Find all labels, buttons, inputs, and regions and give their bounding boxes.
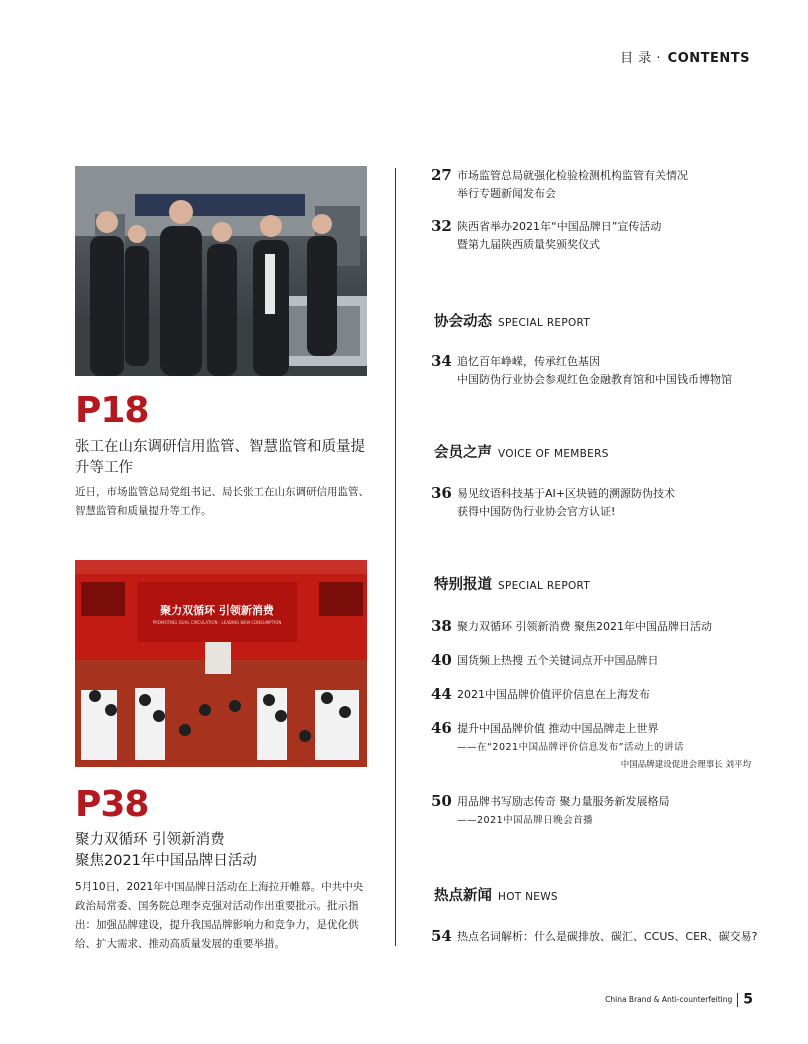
section-heading-en: SPECIAL REPORT <box>498 580 591 592</box>
column-divider <box>395 168 396 946</box>
inspection-scene-illustration <box>75 166 367 376</box>
section-heading-hot-news <box>434 884 558 905</box>
toc-page-number: 40 <box>431 651 452 669</box>
contents-header <box>620 47 750 66</box>
feature-title-p18: 张工在山东调研信用监管、智慧监管和质量提升等工作 <box>75 439 365 476</box>
section-heading-en: HOT NEWS <box>498 891 558 903</box>
toc-page-number: 44 <box>431 685 452 703</box>
section-heading-zh: 热点新闻 <box>434 888 492 904</box>
toc-title-line1: 陕西省举办2021年“中国品牌日”宣传活动 <box>457 220 662 233</box>
feature-photo-brand-day <box>75 560 367 767</box>
feature-title-p38-line2: 聚焦2021年中国品牌日活动 <box>75 853 257 869</box>
toc-title-line1: 提升中国品牌价值 推动中国品牌走上世界 <box>457 722 659 735</box>
section-heading-zh: 特别报道 <box>434 577 492 593</box>
toc-title-line1: 国货频上热搜 五个关键词点开中国品牌日 <box>457 654 659 667</box>
feature-body-p18: 近日，市场监管总局党组书记、局长张工在山东调研信用监管、智慧监管和质量提升等工作。 <box>75 486 369 517</box>
brand-day-scene-illustration <box>75 560 367 767</box>
toc-subtitle: ——2021中国品牌日晚会首播 <box>457 815 594 826</box>
feature-photo-inspection <box>75 166 367 376</box>
event-banner-text: 聚力双循环 引领新消费 <box>160 604 274 617</box>
footer-separator <box>737 993 738 1007</box>
toc-title-line1: 追忆百年峥嵘，传承红色基因 <box>457 355 600 368</box>
footer-brand: China Brand & Anti-counterfeiting <box>605 995 733 1004</box>
toc-page-number: 27 <box>431 166 452 184</box>
toc-page-number: 36 <box>431 484 452 502</box>
section-heading-association <box>434 310 590 331</box>
toc-page-number: 32 <box>431 217 452 235</box>
section-heading-zh: 协会动态 <box>434 314 492 330</box>
contents-header-en: CONTENTS <box>667 51 750 66</box>
section-heading-special <box>434 573 590 594</box>
section-heading-members <box>434 441 609 462</box>
toc-title-line2: 中国防伪行业协会参观红色金融教育馆和中国钱币博物馆 <box>457 373 732 386</box>
feature-title-p38-line1: 聚力双循环 引领新消费 <box>75 832 225 848</box>
page-footer <box>605 989 753 1008</box>
section-heading-en: SPECIAL REPORT <box>498 317 591 329</box>
toc-title-line2: 获得中国防伪行业协会官方认证! <box>457 505 616 518</box>
toc-title-line1: 易见纹语科技基于AI+区块链的溯源防伪技术 <box>457 487 675 500</box>
toc-subtitle: ——在“2021中国品牌评价信息发布”活动上的讲话 <box>457 742 685 753</box>
page-ref-p18: P18 <box>75 390 149 431</box>
toc-page-number: 38 <box>431 617 452 635</box>
footer-page-number: 5 <box>743 991 753 1008</box>
contents-header-zh: 目 录 · <box>620 51 666 66</box>
toc-page-number: 46 <box>431 719 452 737</box>
toc-title-line1: 用品牌书写励志传奇 聚力量服务新发展格局 <box>457 795 670 808</box>
toc-page-number: 50 <box>431 792 452 810</box>
toc-page-number: 34 <box>431 352 452 370</box>
toc-title-line1: 2021中国品牌价值评价信息在上海发布 <box>457 688 650 701</box>
toc-title-line1: 聚力双循环 引领新消费 聚焦2021年中国品牌日活动 <box>457 620 712 633</box>
section-heading-en: VOICE OF MEMBERS <box>498 448 609 460</box>
toc-title-line2: 举行专题新闻发布会 <box>457 187 556 200</box>
toc-credit: 中国品牌建设促进会理事长 刘平均 <box>620 760 751 770</box>
toc-title-line1: 市场监管总局就强化检验检测机构监管有关情况 <box>457 169 688 182</box>
event-banner-subtext: PROMOTING DUAL CIRCULATION · LEADING NEW CONSUMPTION <box>152 620 282 625</box>
page-ref-p38: P38 <box>75 784 149 825</box>
section-heading-zh: 会员之声 <box>434 445 492 461</box>
toc-title-line2: 暨第九届陕西质量奖颁奖仪式 <box>457 238 600 251</box>
feature-body-p38: 5月10日，2021年中国品牌日活动在上海拉开帷幕。中共中央政治局常委、国务院总理李克强对活动作出重要批示。批示指出：加强品牌建设，提升我国品牌影响力和竞争力，是优化供给、扩大需求、推动高质量发展的重要举措。 <box>75 881 364 950</box>
toc-title-line1: 热点名词解析：什么是碳排放、碳汇、CCUS、CER、碳交易? <box>457 930 758 943</box>
toc-page-number: 54 <box>431 927 452 945</box>
